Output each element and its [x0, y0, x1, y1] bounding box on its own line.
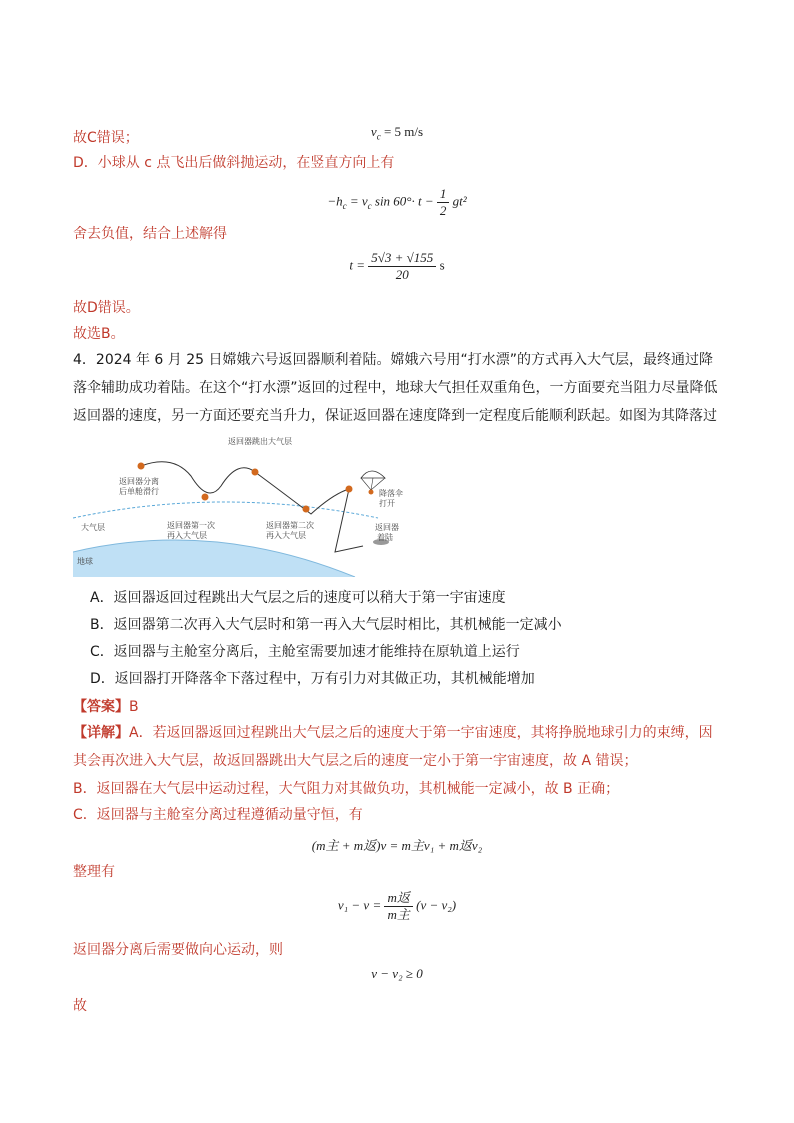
- fraction-half: $\frac{1}{2}$: [437, 186, 450, 219]
- detail-a: 【详解】A．若返回器返回过程跳出大气层之后的速度大于第一宇宙速度，其将挣脱地球引力的束缚，因其会再次进入大气层，故返回器跳出大气层之后的速度一定小于第一宇宙速度，故 A 错误；: [73, 725, 713, 769]
- answer-line: [73, 697, 139, 717]
- detail-c: C．返回器与主舱室分离过程遵循动量守恒，有: [73, 807, 363, 823]
- discard-negative-line: 舍去负值，结合上述解得: [73, 226, 227, 242]
- label-parachute-1: 降落伞: [379, 489, 403, 498]
- equation-vertical-motion: $-h_c = v_c$ sin 60°· t − $\frac{1}{2}$ gt²: [327, 186, 467, 218]
- answer-tag: 【答案】: [73, 699, 129, 715]
- option-a: A．返回器返回过程跳出大气层之后的速度可以稍大于第一宇宙速度: [90, 590, 506, 606]
- label-separate-1: 返回器分离: [119, 477, 159, 486]
- answer-value: B: [129, 699, 139, 715]
- fraction-time: $\frac{5√3 + √155}{20}$: [368, 250, 436, 283]
- label-first-entry-1: 返回器第一次: [167, 521, 215, 530]
- rearrange-line: 整理有: [73, 864, 115, 880]
- label-first-entry-2: 再入大气层: [167, 531, 207, 540]
- question-4-text: 4．2024 年 6 月 25 日嫦娥六号返回器顺利着陆。嫦娥六号用“打水漂”的方式再入大气层，最终通过降落伞辅助成功着陆。在这个“打水漂”返回的过程中，地球大气担任双重角色，一方面要充当阻力尽量降低返回器的速度，另一方面还要充当升力，保证返回器在速度降到一定程度后能顺利跃起。如图为其降落过: [73, 352, 718, 424]
- equation-rearranged: v₁ − v = $\frac{\text{m返}}{\text{m主}}$ (v − v₂): [337, 890, 457, 922]
- descent-diagram: [73, 434, 403, 577]
- label-second-entry-2: 再入大气层: [266, 531, 306, 540]
- centripetal-line: 返回器分离后需要做向心运动，则: [73, 942, 283, 958]
- therefore-line: 故: [73, 998, 87, 1014]
- c-wrong-line: 故C错误；: [73, 130, 139, 146]
- capsule-skip: [252, 469, 259, 476]
- detail-tag: 【详解】: [73, 725, 129, 741]
- fraction-mass: $\frac{\text{m返}}{\text{m主}}$: [384, 890, 412, 923]
- option-b: B．返回器第二次再入大气层时和第一再入大气层时相比，其机械能一定减小: [90, 617, 562, 633]
- label-landing-1: 返回器: [375, 523, 399, 532]
- label-earth: 地球: [77, 557, 93, 566]
- option-d: D．返回器打开降落伞下落过程中，万有引力对其做正功，其机械能增加: [90, 671, 535, 687]
- equation-vc: $v_c = 5$ m/s: [370, 124, 424, 142]
- d-intro-line: D．小球从 c 点飞出后做斜抛运动，在竖直方向上有: [73, 155, 395, 171]
- capsule-separation: [138, 463, 145, 470]
- label-second-entry-1: 返回器第二次: [266, 521, 314, 530]
- label-atmosphere: 大气层: [81, 523, 105, 532]
- choose-b-line: 故选B。: [73, 326, 125, 342]
- equation-time: t = $\frac{5√3 + √155}{20}$ s: [349, 250, 445, 282]
- d-wrong-line: 故D错误。: [73, 300, 140, 316]
- equation-momentum: (m主 + m返)v = m主v₁ + m返v₂: [311, 838, 483, 853]
- capsule-descent: [346, 486, 353, 493]
- label-parachute-2: 打开: [379, 499, 395, 508]
- detail-b: B．返回器在大气层中运动过程，大气阻力对其做负功，其机械能一定减小，故 B 正确；: [73, 781, 620, 797]
- label-separate-2: 后单舱滑行: [119, 487, 159, 496]
- capsule-second-entry: [303, 506, 310, 513]
- equation-inequality: v − v₂ ≥ 0: [371, 966, 423, 981]
- capsule-parachute: [369, 490, 374, 495]
- option-c: C．返回器与主舱室分离后，主舱室需要加速才能维持在原轨道上运行: [90, 644, 520, 660]
- label-skip-out: 返回器跳出大气层: [228, 437, 292, 446]
- label-landing-2: 着陆: [377, 533, 393, 542]
- capsule-first-entry: [202, 494, 209, 501]
